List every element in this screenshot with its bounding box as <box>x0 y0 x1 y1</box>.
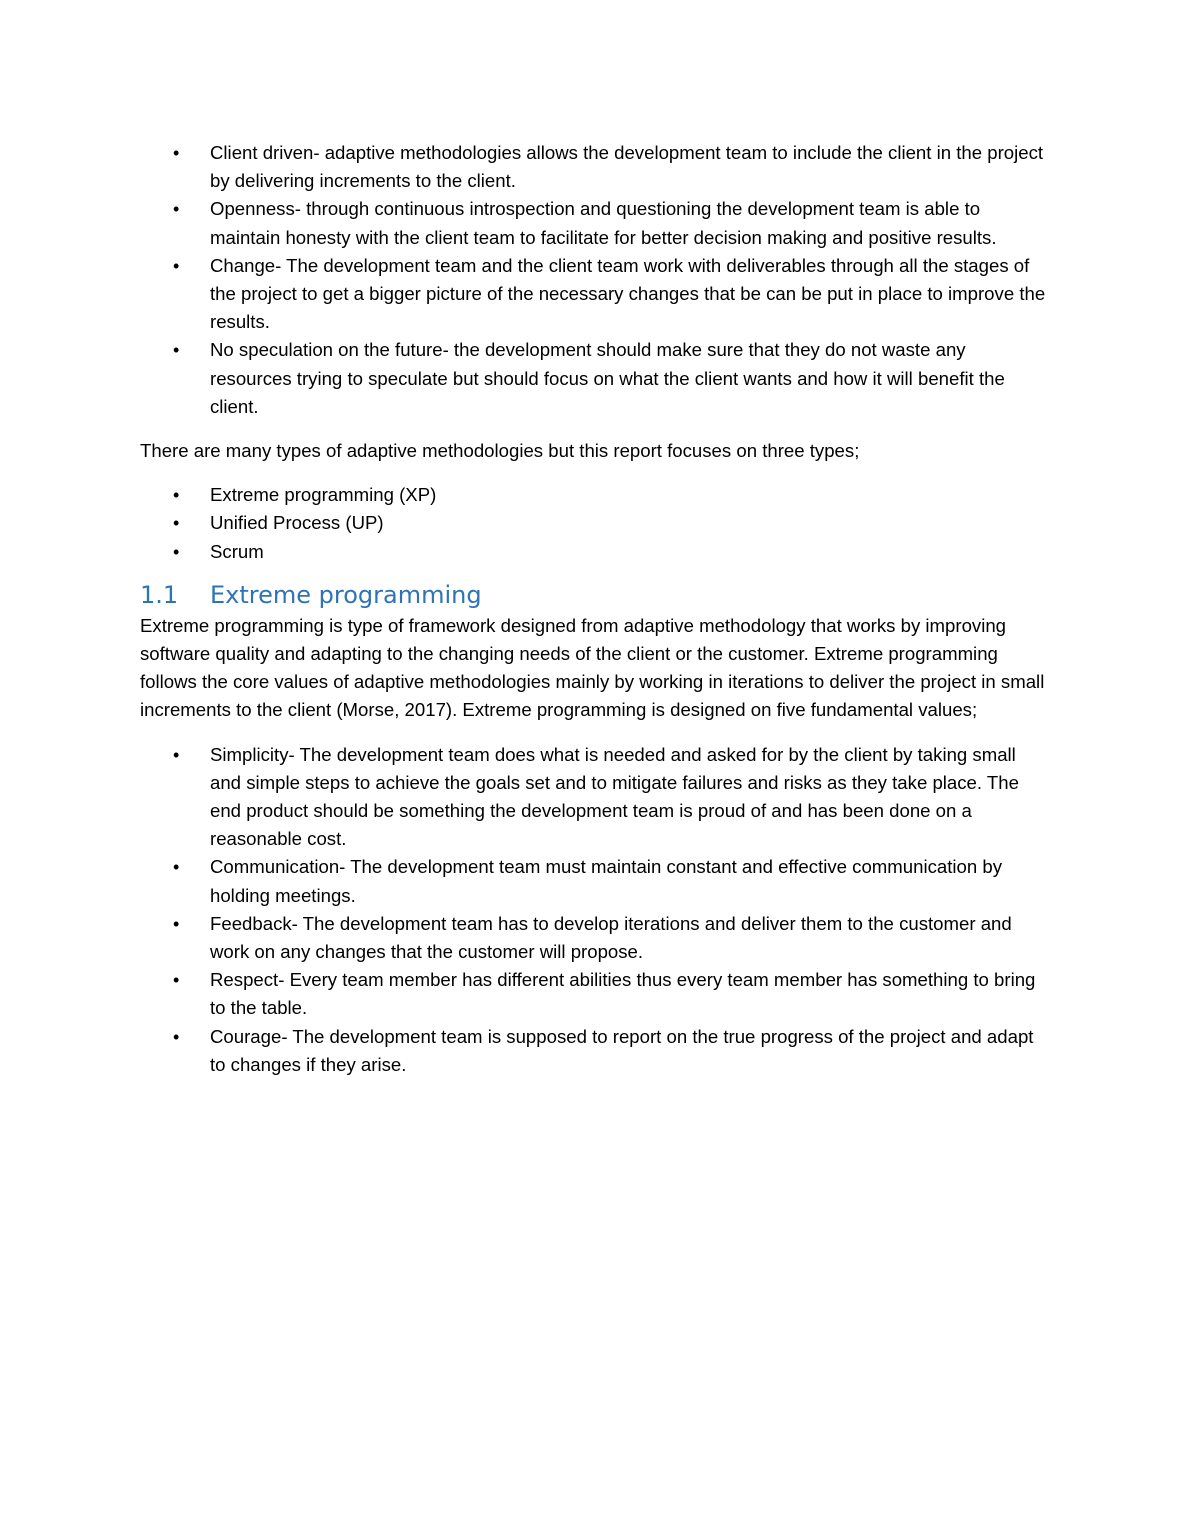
list-item-text: Openness- through continuous introspection and questioning the development team is able to maintain honesty with the client team to facilitate for better decision making and positive results. <box>210 198 997 248</box>
section-title: Extreme programming <box>210 580 482 609</box>
bullet-icon: • <box>173 340 180 361</box>
list-item <box>140 509 1050 537</box>
list-item-text: Client driven- adaptive methodologies allows the development team to include the client in the project by delivering increments to the client. <box>210 142 1044 192</box>
list-item-text: Feedback- The development team has to develop iterations and deliver them to the customer and work on any changes that the customer will propose. <box>210 912 1012 963</box>
page-content <box>140 139 1050 1079</box>
list-item-text: Extreme programming (XP) <box>210 484 437 506</box>
list-item-text: Courage- The development team is supposed to report on the true progress of the project and adapt to changes if they arise. <box>210 1025 1034 1075</box>
list-item <box>140 481 1050 509</box>
bullet-icon: • <box>173 513 180 534</box>
list-item-text: Simplicity- The development team does what is needed and asked for by the client by taking small and simple steps to achieve the goals set and to mitigate failures and risks as they take place. The end product should be something the development team is proud of and has been done on a reasonable cost. <box>210 743 1019 850</box>
section-paragraph: Extreme programming is type of framework designed from adaptive methodology that works by improving software quality and adapting to the changing needs of the client or the customer. Extreme programming follows the core values of adaptive methodologies mainly by working in iterations to deliver the project in small increments to the client (Morse, 2017). Extreme programming is designed on five fundamental values; <box>140 614 1045 721</box>
list-item <box>140 252 1050 337</box>
list-item-text: Communication- The development team must maintain constant and effective communication by holding meetings. <box>210 856 1003 906</box>
section-number: 1.1 <box>140 580 179 609</box>
list-item <box>140 538 1050 566</box>
bullet-icon: • <box>173 744 180 765</box>
bullet-icon: • <box>173 1026 180 1047</box>
methodology-types-list <box>140 481 1050 566</box>
list-item <box>140 139 1050 195</box>
list-item <box>140 966 1050 1022</box>
bullet-icon: • <box>173 970 180 991</box>
list-item-text: Respect- Every team member has different abilities thus every team member has something to bring to the table. <box>210 969 1036 1019</box>
list-item-text: No speculation on the future- the development should make sure that they do not waste any resources trying to speculate but should focus on what the client wants and how it will benefit the client. <box>210 339 1005 417</box>
list-item-text: Change- The development team and the client team work with deliverables through all the stages of the project to get a bigger picture of the necessary changes that be can be put in place to improve the results. <box>210 254 1046 333</box>
bullet-icon: • <box>173 255 180 276</box>
adaptive-principles-list <box>140 139 1050 421</box>
list-item <box>140 741 1050 854</box>
bullet-icon: • <box>173 913 180 934</box>
bullet-icon: • <box>173 199 180 220</box>
list-item-text: Scrum <box>210 540 264 562</box>
bullet-icon: • <box>173 541 180 562</box>
list-item <box>140 1023 1050 1079</box>
list-item <box>140 195 1050 251</box>
bullet-icon: • <box>173 143 180 163</box>
section-heading <box>140 578 1050 612</box>
list-item-text: Unified Process (UP) <box>210 512 384 534</box>
list-item <box>140 853 1050 909</box>
bullet-icon: • <box>173 857 180 878</box>
types-intro-paragraph: There are many types of adaptive methodologies but this report focuses on three types; <box>140 440 860 462</box>
bullet-icon: • <box>173 485 180 506</box>
list-item <box>140 336 1050 421</box>
fundamental-values-list <box>140 741 1050 1079</box>
list-item <box>140 910 1050 966</box>
